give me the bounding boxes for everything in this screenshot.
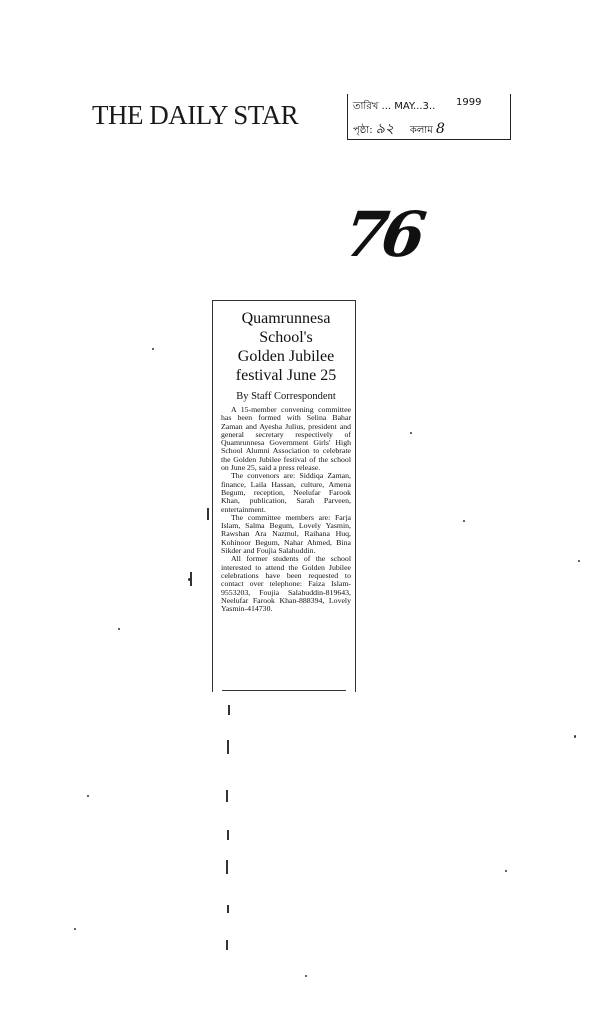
scan-speck	[578, 560, 580, 562]
handwritten-page-number: 76	[339, 198, 425, 271]
crease-mark	[226, 860, 228, 874]
clipping-bottom-edge	[222, 690, 346, 691]
stamp-column-value: 8	[435, 121, 445, 137]
crease-mark	[227, 830, 229, 840]
scan-speck	[74, 928, 76, 930]
scan-speck	[505, 870, 507, 872]
crease-mark	[227, 905, 229, 913]
scan-speck	[305, 975, 307, 977]
stamp-date-label: তারিখ ...	[353, 101, 392, 112]
stamp-page-label: পৃষ্ঠা:	[353, 125, 373, 136]
stamp-date-row	[353, 99, 435, 116]
scan-speck	[152, 348, 154, 350]
article-body	[221, 406, 351, 613]
stamp-date-value: MAY...3..	[394, 101, 436, 112]
crease-mark	[207, 508, 209, 520]
article-paragraph: All former students of the school interested to attend the Golden Jubilee celebrations have been requested to contact over telephone: Faiza Islam-9553203, Foujia Salahuddin-819643, Neelufar Farook Khan-888394, Lovely Yasmin-414730.	[221, 554, 351, 614]
article-headline	[221, 309, 351, 385]
stamp-column-label: কলাম	[409, 125, 433, 136]
article-paragraph: The convenors are: Siddiqa Zaman, finance, Laila Hassan, culture, Amena Begum, reception, Neelufar Farook Khan, publication, Sarah Parveen, entertainment.	[221, 471, 351, 514]
scan-speck	[463, 520, 465, 522]
scan-speck	[574, 735, 576, 738]
scan-speck	[118, 628, 120, 630]
headline-line: festival June 25	[235, 367, 337, 384]
scan-speck	[410, 432, 412, 434]
article-paragraph: The committee members are: Farja Islam, Salma Begum, Lovely Yasmin, Rawshan Ara Nazmul, Raihana Huq, Kohinoor Begum, Nahar Ahmed, Bina Sikder and Foujia Salahuddin.	[221, 512, 351, 556]
headline-line: School's	[259, 329, 313, 346]
masthead: THE DAILY STAR	[92, 100, 299, 130]
stamp-year: 1999	[456, 97, 482, 108]
stamp-page-row	[353, 117, 445, 141]
article-clipping	[212, 300, 356, 692]
headline-line: Quamrunnesa	[241, 310, 331, 327]
crease-mark	[190, 572, 192, 586]
stamp-page-value: ৯২	[375, 121, 394, 137]
scan-speck	[87, 795, 89, 797]
article-byline: By Staff Correspondent	[236, 391, 336, 402]
crease-mark	[226, 790, 228, 802]
date-stamp	[347, 94, 511, 140]
crease-mark	[228, 705, 230, 715]
crease-mark	[227, 740, 229, 754]
crease-mark	[226, 940, 228, 950]
article-paragraph: A 15-member convening committee has been formed with Selina Bahar Zaman and Ayesha Julius, president and general secretary respectively of Quamrunnesa Government Girls' High School Alumni Association to celebrate the Golden Jubilee festival of the school on June 25, said a press release.	[221, 405, 351, 473]
headline-line: Golden Jubilee	[237, 348, 335, 365]
